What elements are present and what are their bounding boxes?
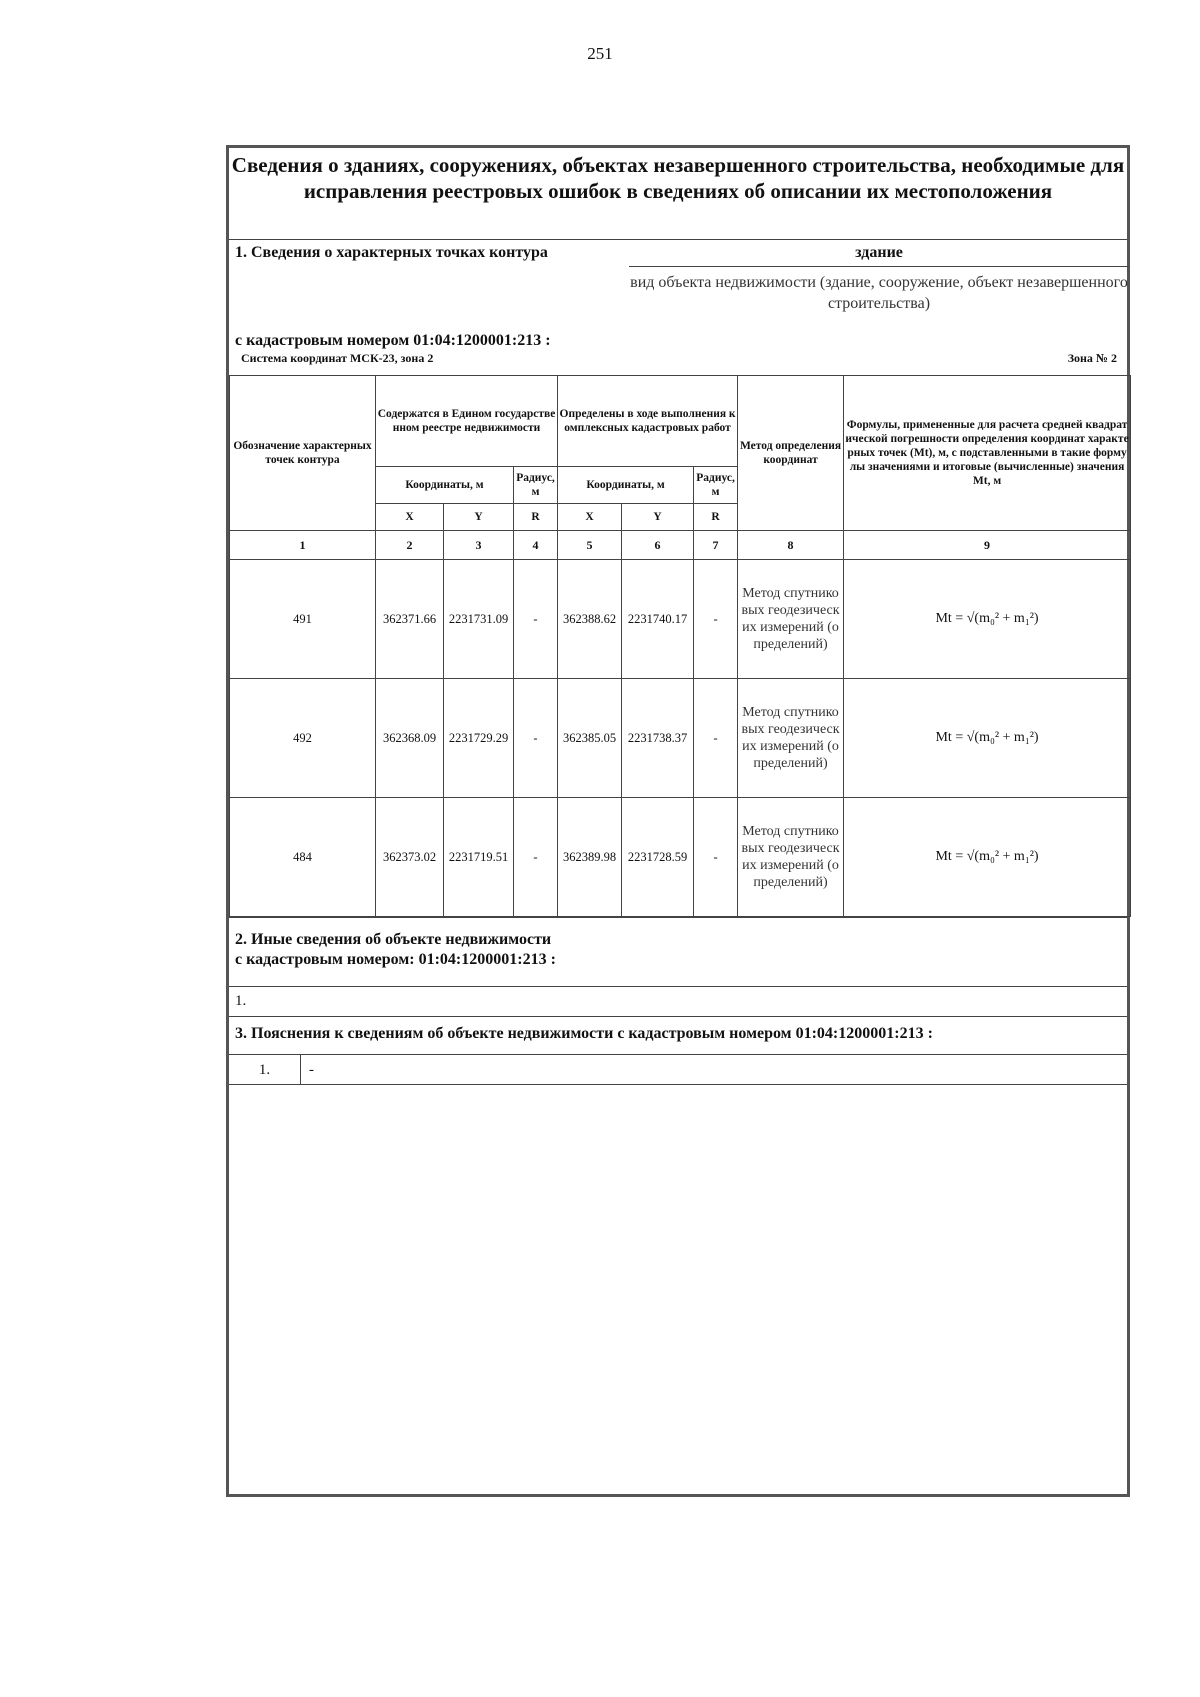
kkr-x: 362389.98: [558, 798, 622, 917]
egrn-y: 2231719.51: [444, 798, 514, 917]
document-title: Сведения о зданиях, сооружениях, объектах незавершенного строительства, необходимые для исправления реестровых ошибок в сведениях об описании их местоположения: [229, 148, 1127, 240]
egrn-r: -: [514, 798, 558, 917]
method-cell: Метод спутниковых геодезических измерений (определений): [738, 560, 844, 679]
header-method: Метод определения координат: [738, 376, 844, 531]
section1-header: [229, 240, 1128, 349]
col-number: 3: [444, 531, 514, 560]
kkr-r: -: [694, 798, 738, 917]
egrn-x: 362373.02: [376, 798, 444, 917]
col-number: 4: [514, 531, 558, 560]
header-coords-kkr: Координаты, м: [558, 467, 694, 504]
formula-cell: Mt = √(m₀² + m₁²): [844, 798, 1131, 917]
egrn-y: 2231729.29: [444, 679, 514, 798]
point-designation: 492: [230, 679, 376, 798]
section1-label: 1. Сведения о характерных точках контура: [235, 244, 548, 261]
col-number: 6: [622, 531, 694, 560]
egrn-r: -: [514, 560, 558, 679]
header-radius-kkr: Радиус, м: [694, 467, 738, 504]
formula-cell: Mt = √(m₀² + m₁²): [844, 679, 1131, 798]
header-y-egrn: Y: [444, 504, 514, 531]
coordinate-system: Система координат МСК-23, зона 2: [241, 351, 434, 365]
section2-title: 2. Иные сведения об объекте недвижимости: [235, 931, 552, 948]
section3-item-number: 1.: [229, 1055, 301, 1084]
egrn-x: 362368.09: [376, 679, 444, 798]
document-frame: [226, 145, 1130, 1497]
section2-cadastral: с кадастровым номером: 01:04:1200001:213 :: [235, 951, 556, 968]
kkr-x: 362388.62: [558, 560, 622, 679]
header-coords-egrn: Координаты, м: [376, 467, 514, 504]
header-x-kkr: X: [558, 504, 622, 531]
egrn-x: 362371.66: [376, 560, 444, 679]
col-number: 7: [694, 531, 738, 560]
section2-header: [229, 917, 1127, 987]
zone-label: Зона № 2: [1067, 351, 1117, 365]
col-number: 2: [376, 531, 444, 560]
col-number: 5: [558, 531, 622, 560]
kkr-r: -: [694, 560, 738, 679]
points-table: [229, 375, 1131, 917]
col-number: 9: [844, 531, 1131, 560]
page-number: 251: [587, 44, 613, 63]
header-r-kkr: R: [694, 504, 738, 531]
method-cell: Метод спутниковых геодезических измерений (определений): [738, 798, 844, 917]
object-type: здание: [629, 240, 1129, 267]
egrn-r: -: [514, 679, 558, 798]
egrn-y: 2231731.09: [444, 560, 514, 679]
header-designation: Обозначение характерных точек контура: [230, 376, 376, 531]
header-y-kkr: Y: [622, 504, 694, 531]
object-type-caption: вид объекта недвижимости (здание, сооружение, объект незавершенного строительства): [630, 274, 1128, 312]
kkr-y: 2231738.37: [622, 679, 694, 798]
table-row: [230, 560, 1131, 679]
header-radius-egrn: Радиус, м: [514, 467, 558, 504]
cadastral-number-line: с кадастровым номером 01:04:1200001:213 :: [235, 332, 551, 349]
section3-item: [229, 1055, 1127, 1085]
kkr-r: -: [694, 679, 738, 798]
header-formula: Формулы, примененные для расчета средней квадратической погрешности определения координат характерных точек (Mt), м, с подставленными в такие формулы значениями и итоговые (вычисленные) значения Mt, м: [844, 376, 1131, 531]
kkr-x: 362385.05: [558, 679, 622, 798]
kkr-y: 2231740.17: [622, 560, 694, 679]
col-number: 1: [230, 531, 376, 560]
column-numbers-row: [230, 531, 1131, 560]
kkr-y: 2231728.59: [622, 798, 694, 917]
section3-title: 3. Пояснения к сведениям об объекте недвижимости с кадастровым номером 01:04:1200001:213 :: [229, 1017, 1127, 1055]
section3-item-value: -: [309, 1062, 314, 1078]
method-cell: Метод спутниковых геодезических измерений (определений): [738, 679, 844, 798]
header-egrn: Содержатся в Едином государственном реестре недвижимости: [376, 376, 558, 467]
point-designation: 484: [230, 798, 376, 917]
header-r-egrn: R: [514, 504, 558, 531]
coordinate-system-line: [229, 345, 1127, 375]
col-number: 8: [738, 531, 844, 560]
header-x-egrn: X: [376, 504, 444, 531]
table-row: [230, 798, 1131, 917]
formula-cell: Mt = √(m₀² + m₁²): [844, 560, 1131, 679]
section2-item: 1.: [229, 987, 1127, 1017]
header-kkr: Определены в ходе выполнения комплексных кадастровых работ: [558, 376, 738, 467]
table-row: [230, 679, 1131, 798]
point-designation: 491: [230, 560, 376, 679]
